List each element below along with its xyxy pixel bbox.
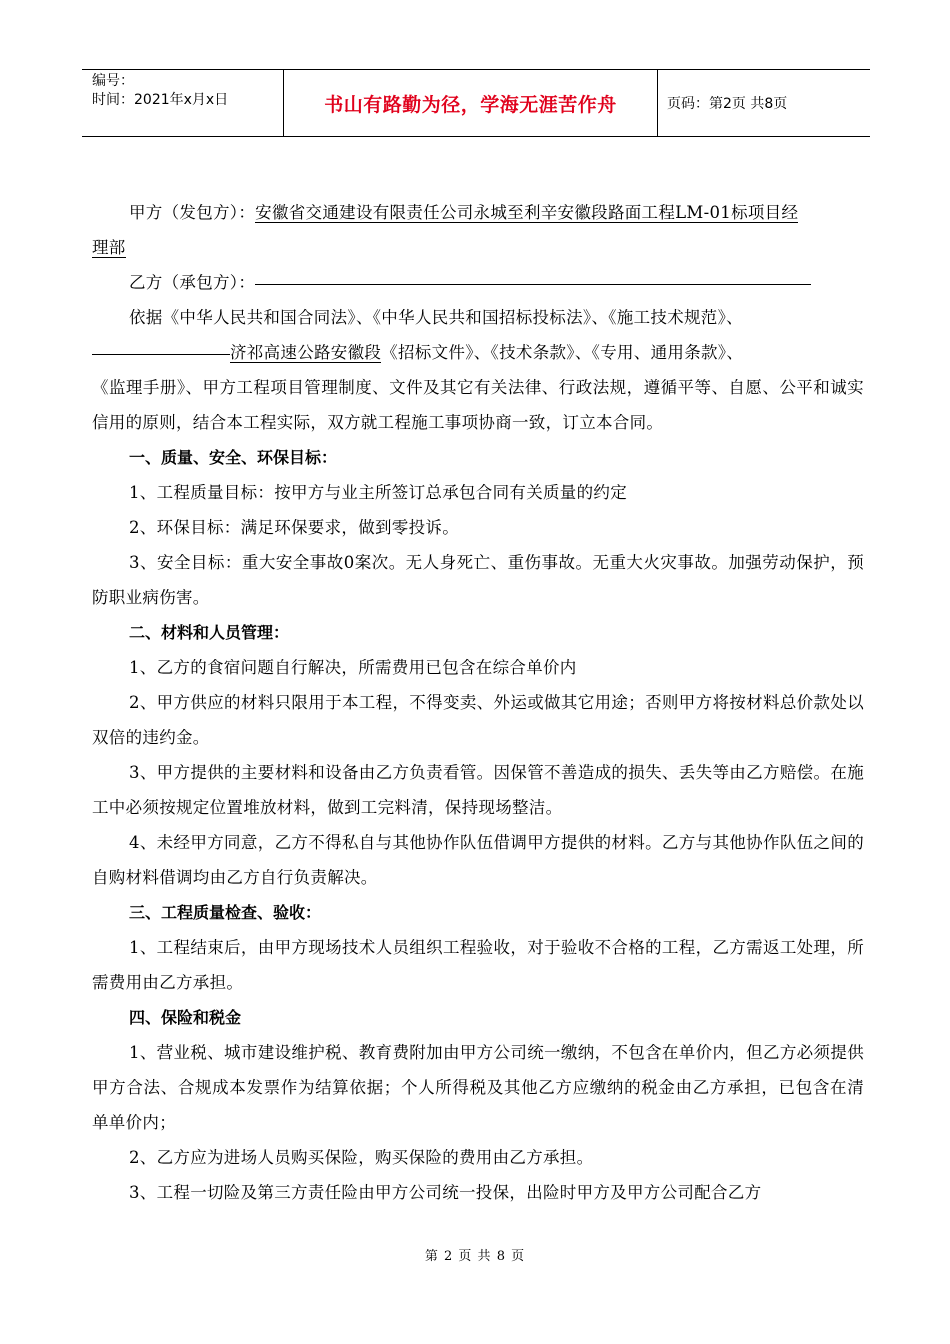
party-a-label: 甲方（发包方）： <box>129 203 256 222</box>
document-header <box>82 69 870 137</box>
section-item: 1、工程质量目标：按甲方与业主所签订总承包合同有关质量的约定 <box>129 483 627 502</box>
page-footer: 第 2 页 共 8 页 <box>424 1249 526 1264</box>
basis-line-3: 《监理手册》、甲方工程项目管理制度、文件及其它有关法律、行政法规，遵循平等、自愿、公平和诚实信用的原则，结合本工程实际，双方就工程施工事项协商一致，订立本合同。 <box>92 378 864 432</box>
header-divider <box>657 70 658 136</box>
section-item: 4、未经甲方同意，乙方不得私自与其他协作队伍借调甲方提供的材料。乙方与其他协作队伍之间的自购材料借调均由乙方自行负责解决。 <box>92 833 864 887</box>
section-item: 1、营业税、城市建设维护税、教育费附加由甲方公司统一缴纳，不包含在单价内，但乙方必须提供甲方合法、合规成本发票作为结算依据；个人所得税及其他乙方应缴纳的税金由乙方承担，已包含在清单单价内； <box>92 1043 864 1132</box>
header-page-info: 页码：第2页 共8页 <box>667 96 788 112</box>
document-number-label: 编号： <box>92 73 134 89</box>
basis-blank-field <box>92 353 230 355</box>
header-meta-cell <box>82 70 282 136</box>
section-heading: 三、工程质量检查、验收： <box>129 903 322 922</box>
section-item: 3、甲方提供的主要材料和设备由乙方负责看管。因保管不善造成的损失、丢失等由乙方赔偿。在施工中必须按规定位置堆放材料，做到工完料清，保持现场整洁。 <box>92 763 864 817</box>
section-item: 2、甲方供应的材料只限用于本工程，不得变卖、外运或做其它用途；否则甲方将按材料总价款处以双倍的违约金。 <box>92 693 864 747</box>
section-item: 1、工程结束后，由甲方现场技术人员组织工程验收，对于验收不合格的工程，乙方需返工处理，所需费用由乙方承担。 <box>92 938 864 992</box>
party-b-label: 乙方（承包方）： <box>129 273 256 292</box>
party-a-value-cont: 理部 <box>92 238 126 257</box>
party-a-line <box>92 195 864 230</box>
basis-line-2 <box>92 335 864 370</box>
document-time-label: 时间：2021年x月x日 <box>92 92 229 108</box>
section-item: 3、安全目标：重大安全事故0案次。无人身死亡、重伤事故。无重大火灾事故。加强劳动保护，预防职业病伤害。 <box>92 553 864 607</box>
basis-line-2-rest: 《招标文件》、《技术条款》、《专用、通用条款》、 <box>381 343 744 362</box>
section-item: 3、工程一切险及第三方责任险由甲方公司统一投保，出险时甲方及甲方公司配合乙方 <box>129 1183 762 1202</box>
header-motto: 书山有路勤为径，学海无涯苦作舟 <box>324 93 617 116</box>
section-heading: 四、保险和税金 <box>129 1008 242 1027</box>
party-b-line <box>92 265 864 300</box>
section-item: 2、乙方应为进场人员购买保险，购买保险的费用由乙方承担。 <box>129 1148 594 1167</box>
basis-line-1: 依据《中华人民共和国合同法》、《中华人民共和国招标投标法》、《施工技术规范》、 <box>129 308 743 327</box>
party-a-line-continued <box>92 230 864 265</box>
section-heading: 二、材料和人员管理： <box>129 623 290 642</box>
section-item: 1、乙方的食宿问题自行解决，所需费用已包含在综合单价内 <box>129 658 577 677</box>
section-item: 2、环保目标：满足环保要求，做到零投诉。 <box>129 518 459 537</box>
party-a-value: 安徽省交通建设有限责任公司永城至利辛安徽段路面工程LM-01标项目经 <box>255 203 799 222</box>
contract-body <box>92 195 864 1210</box>
section-heading: 一、质量、安全、环保目标： <box>129 448 338 467</box>
basis-project-name: 济祁高速公路安徽段 <box>230 343 382 362</box>
party-b-blank-field <box>255 283 811 285</box>
